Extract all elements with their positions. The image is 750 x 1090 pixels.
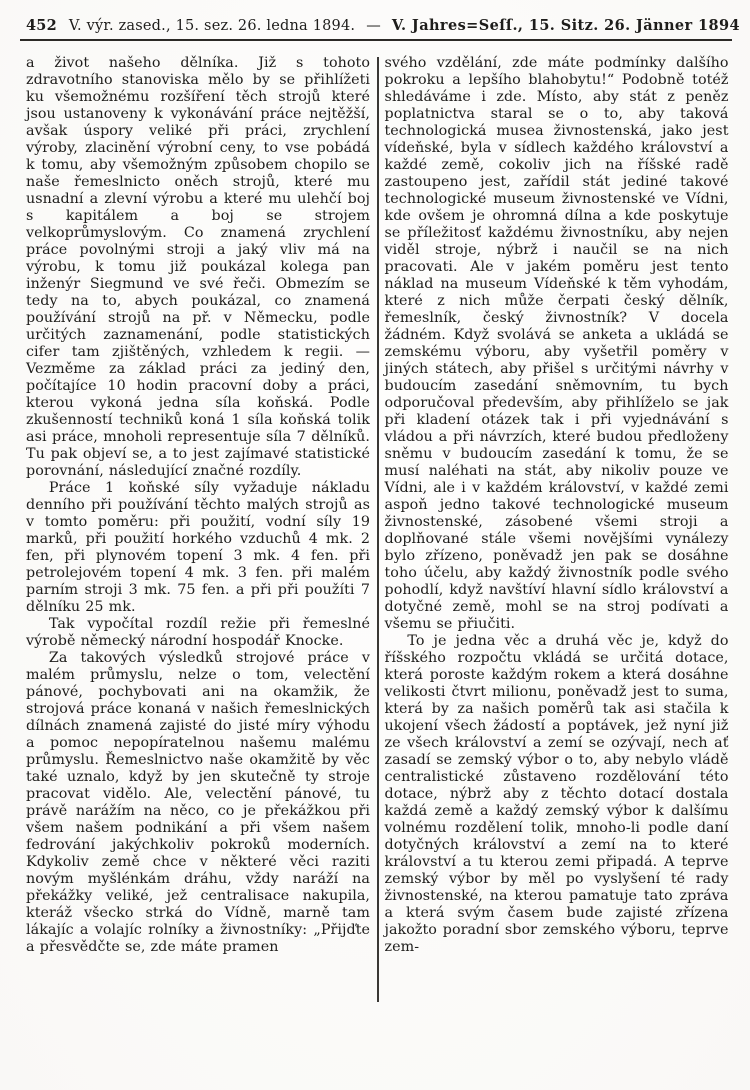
left-column bbox=[26, 55, 370, 1016]
paragraph: Za takových výsledků strojové práce v malém průmyslu, nelze o tom, velectění pánové, pochybovati ani na okamžik, že strojová práce konaná v našich řemeslnických dílnách znamená zajisté do jisté míry výhodu a pomoc nepopíratelnou našemu malému průmyslu. Řemeslnictvo naše okamžitě by věc také uznalo, když by jen skutečně ty stroje pracovat vidělo. Ale, velectění pánové, tu právě narážím na něco, co je překážkou při všem našem podnikání a při všem našem fedrování jakýchkoliv pokroků moderních. Kdykoliv země chce v některé věci raziti novým myšlénkám dráhu, vždy naráží na překážky veliké, jež centralisace nakupila, kteráž všecko strká do Vídně, marně tam lákajíc a volajíc rolníky a živnostníky: „Přijďte a přesvědčte se, zde máte pramen bbox=[26, 650, 370, 955]
right-column bbox=[385, 55, 729, 1016]
paragraph: Tak vypočítal rozdíl režie při řemeslné výrobě německý národní hospodář Knocke. bbox=[26, 616, 370, 649]
header-czech-session: V. výr. zased., 15. sez. 26. ledna 1894. bbox=[68, 18, 356, 34]
text-columns bbox=[0, 41, 750, 1016]
column-divider bbox=[377, 57, 379, 1002]
paragraph: Práce 1 koňské síly vyžaduje nákladu denního při používání těchto malých strojů as v tomto poměru: při použití, vodní síly 19 marků, při použití horkého vzduchů 4 mk. 2 fen, při plynovém topení 3 mk. 4 fen. při petrolejovém topení 4 mk. 3 fen. při malém parním stroji 3 mk. 75 fen. a při při použíti 7 dělníku 25 mk. bbox=[26, 480, 370, 615]
paragraph: To je jedna věc a druhá věc je, když do říšského rozpočtu vkládá se určitá dotace, která poroste každým rokem a která dosáhne velikosti čtvrt milionu, poněvadž jest to suma, která by za našich poměrů tak asi stačila k ukojení všech žádostí a poptávek, jež nyní již ze všech království a zemí se ozývají, nech ať zasadí se zemský výbor o to, aby nebylo vládě centralistické zůstaveno rozdělování této dotace, nýbrž aby z těchto dotací dostala každá země a každý zemský výbor k dalšímu volnému rozdělení tolik, mnoho-li podle daní dotyčných království a zemí na to které království a tu kterou zemi připadá. A teprve zemský výbor by měl po vyslyšení té rady živnostenské, na kterou pamatuje tato zpráva a která svým časem bude zajisté zřízena jakožto poradní sbor zemského výboru, teprve zem- bbox=[384, 633, 729, 955]
page-number: 452 bbox=[26, 17, 57, 34]
paragraph: a život našeho dělníka. Již s tohoto zdravotního stanoviska mělo by se přihlížeti ku všemožnému rozšíření těch strojů které jsou ustanoveny k vykonávání práce nejtěžší, avšak úspory veliké při práci, zrychlení výroby, zlacinění výrobní ceny, to vse pobádá k tomu, aby všemožným způsobem chopilo se naše řemeslnicto oněch strojů, které mu usnadní a zlevní výrobu a které mu ulehčí boj s kapitálem a boj se strojem velkoprůmyslovým. Co znamená zrychlení práce povolnými stroji a jaký vliv má na výrobu, k tomu již poukázal kolega pan inženýr Siegmund ve své řeči. Obmezím se tedy na to, abych poukázal, co znamená používání strojů na př. v Německu, podle určitých zaznamenání, podle statistických cifer tam zjištěných, vzhledem k regii. — Vezměme za základ práci za jediný den, počítajíce 10 hodin pracovní doby a práci, kterou vykoná jedna síla koňská. Podle zkušenností techniků koná 1 síla koňská tolik asi práce, mnoholi representuje síla 7 dělníků. Tu pak objeví se, a to jest zajímavé statistické porovnání, následující značné rozdíly. bbox=[26, 55, 370, 479]
header-german-session: V. Jahres=Seſſ., 15. Sitz. 26. Jänner 1894 bbox=[391, 17, 740, 34]
page-header bbox=[0, 0, 750, 39]
paragraph: svého vzdělání, zde máte podmínky dalšího pokroku a lepšího blahobytu!“ Podobně totéž shledáváme i zde. Místo, aby stát z peněz poplatnictva staral se o to, aby taková technologická musea živnostenská, jako jest vídeňské, byla v sídlech každého království a každé země, cokoliv jich na říšské radě zastoupeno jest, zařídil stát jediné takové technologické museum živnostenské ve Vídni, kde ovšem je ohromná dílna a kde poskytuje se příležitosť každému živnostníku, aby nejen viděl stroje, nýbrž i naučil se na nich pracovati. Ale v jakém poměru jest tento náklad na museum Vídeňské k těm vyhodám, které z nich může čerpati český dělník, řemeslník, český živnostník? V docela žádném. Když svolává se anketa a ukládá se zemskému výboru, aby vyšetřil poměry v jiných státech, aby přišel s určitými návrhy v budoucím zasedání sněmovním, tu bych odporučoval především, aby přihlíželo se jak při kladení otázek tak i při vyjednávání s vládou a při návrzích, které budou předloženy sněmu v budoucím zasedání k tomu, že se musí naléhati na stát, aby nikoliv pouze ve Vídni, ale i v každém království, v každé zemi aspoň jedno takové technologické museum živnostenské, zásobené všemi stroji a doplňované stále všemi novějšími vynálezy bylo zřízeno, poněvadž jen pak se dosáhne toho účelu, aby každý živnostník podle svého pohodlí, když navštíví hlavní sídlo království a dotyčné země, mohl se na stroj podívati a všemu se přiučiti. bbox=[384, 55, 729, 632]
header-separator: — bbox=[366, 18, 381, 34]
